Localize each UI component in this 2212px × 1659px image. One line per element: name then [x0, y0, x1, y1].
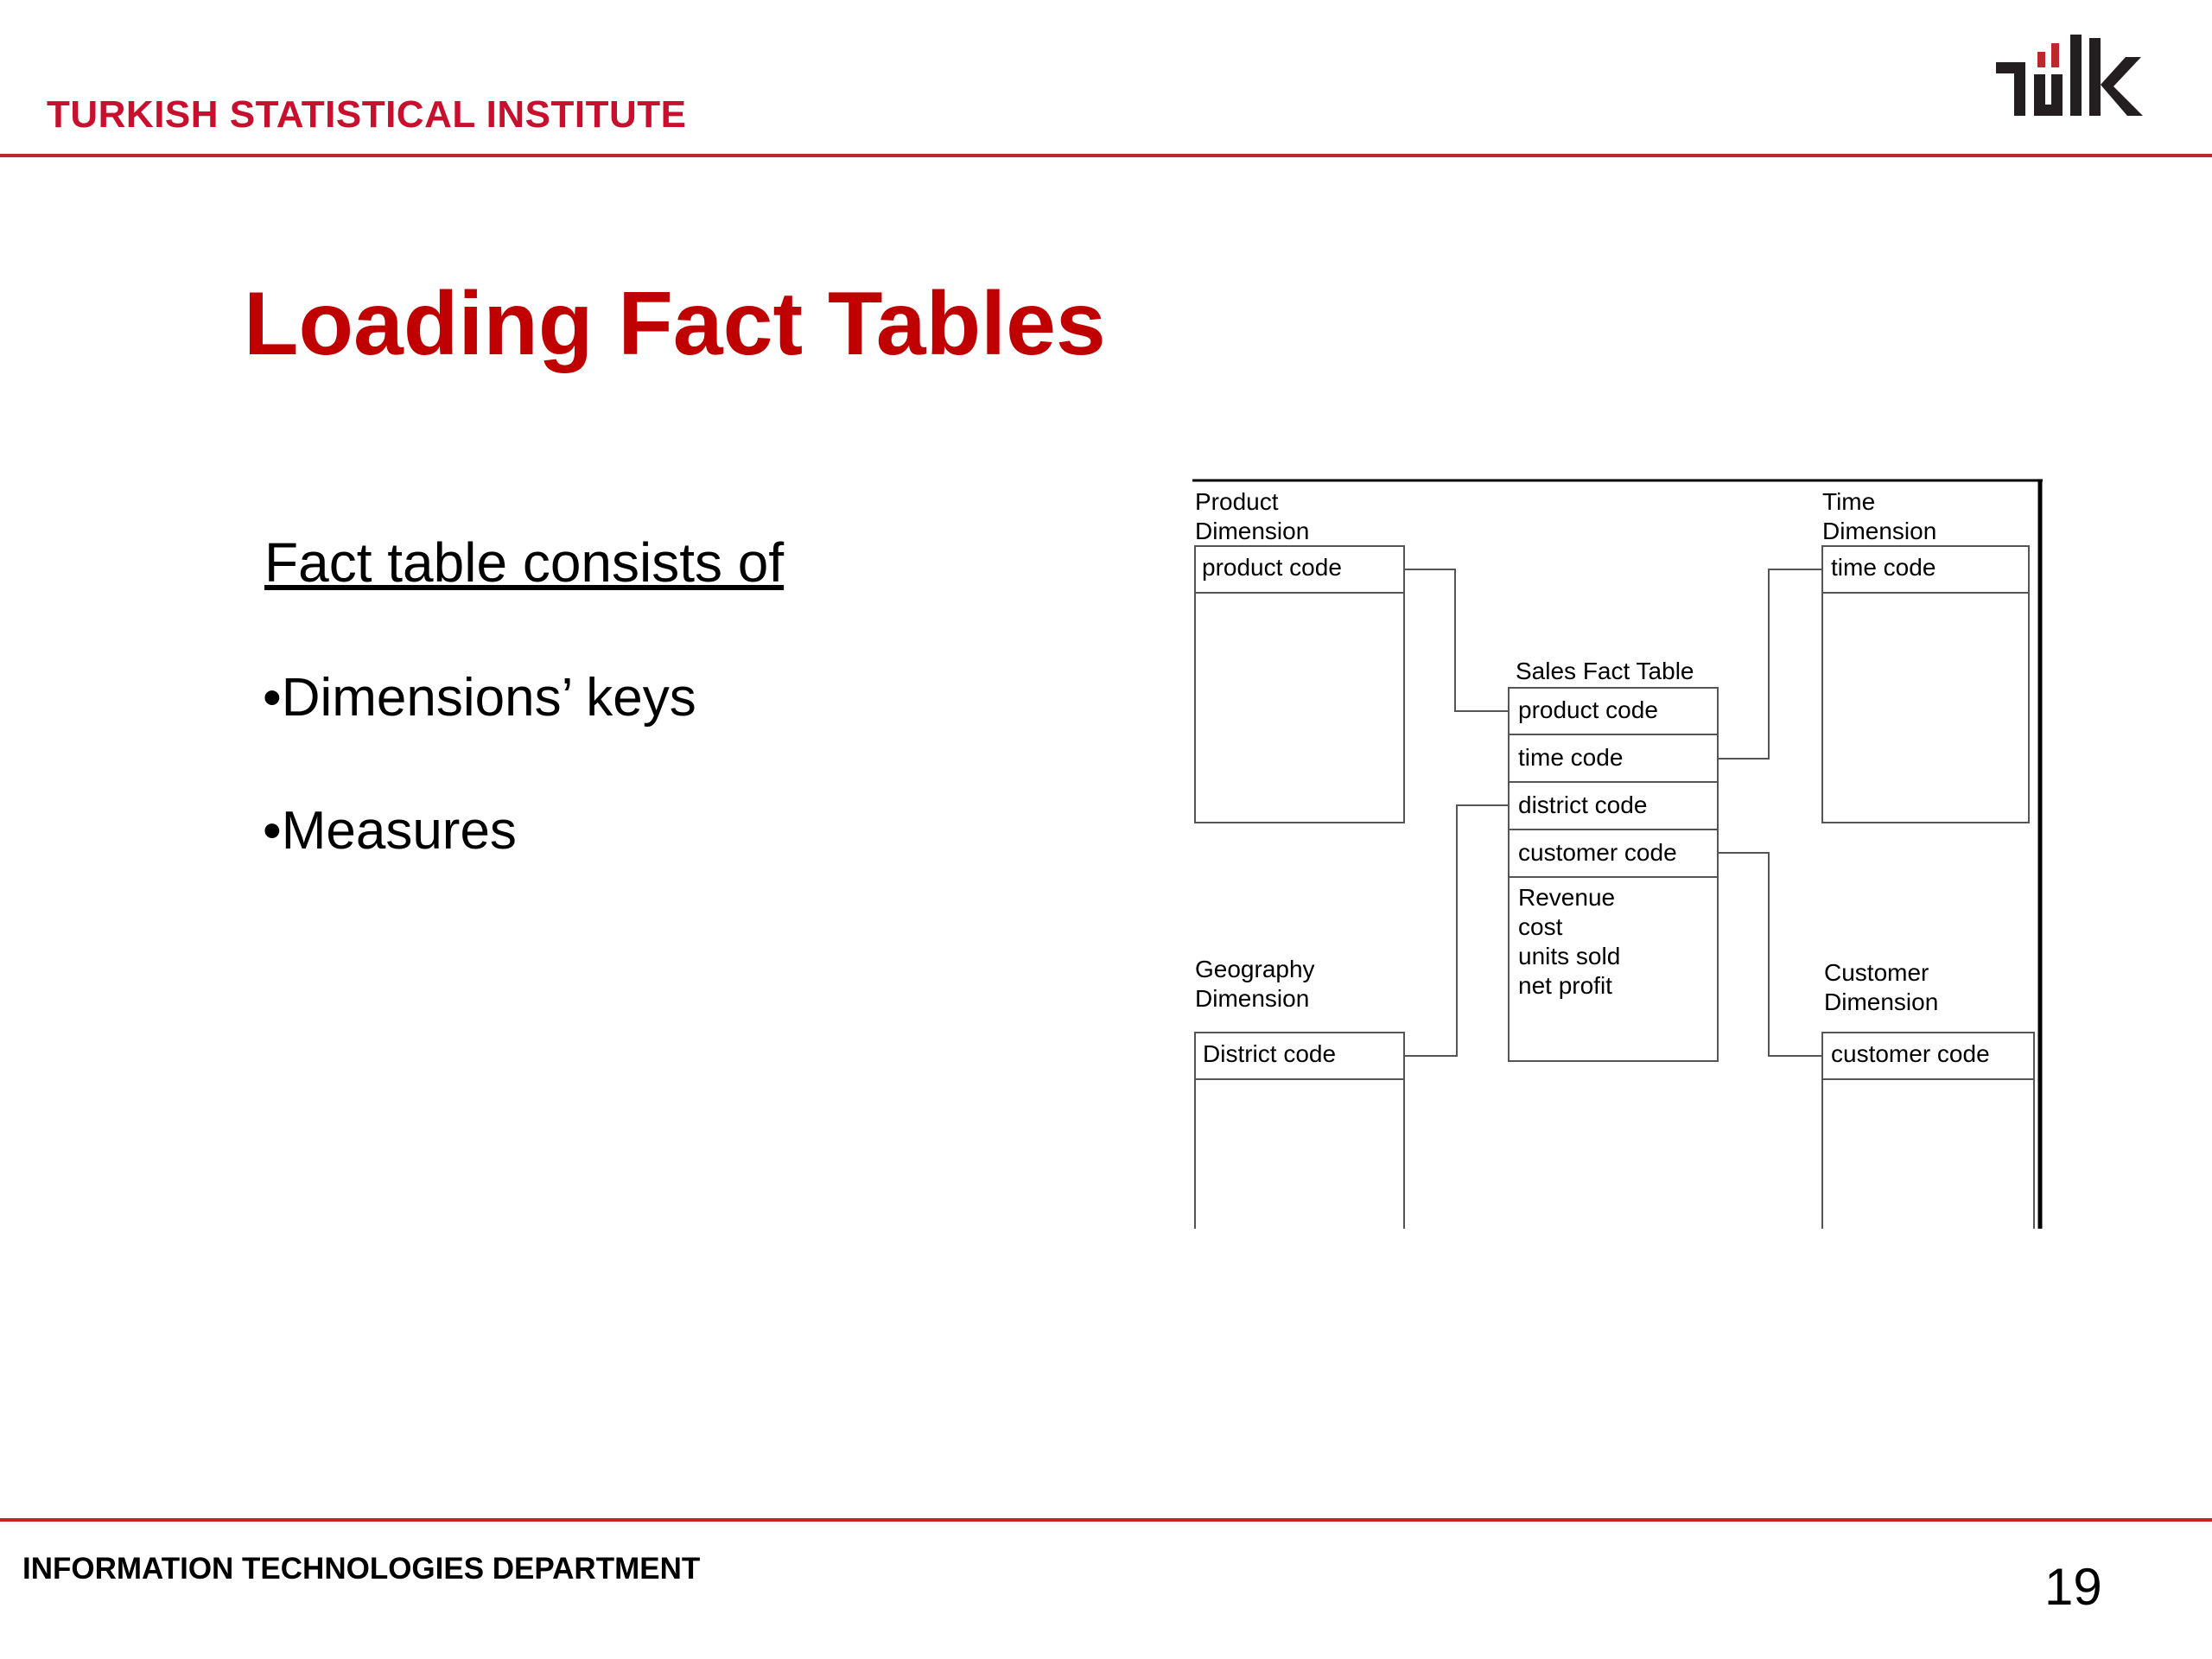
slide-title: Loading Fact Tables [244, 274, 1106, 374]
fact-key-district: district code [1518, 791, 1648, 818]
star-schema-diagram [1192, 479, 2043, 1229]
connector-time [1718, 569, 1822, 759]
connector-product [1404, 569, 1509, 711]
product-dimension-key: product code [1202, 554, 1342, 581]
time-dimension-title-2: Dimension [1822, 518, 1937, 544]
footer-rule [0, 1518, 2212, 1522]
page-number: 19 [2044, 1558, 2102, 1616]
customer-dimension-title-1: Customer [1824, 959, 1929, 986]
bullet-measures: •Measures [263, 801, 517, 861]
geography-dimension-title-2: Dimension [1195, 985, 1310, 1012]
connector-district [1404, 805, 1509, 1056]
fact-measure-cost: cost [1518, 913, 1563, 940]
fact-table-title: Sales Fact Table [1516, 658, 1694, 684]
connector-customer [1718, 853, 1822, 1056]
fact-measure-net-profit: net profit [1518, 972, 1612, 999]
time-dimension-title-1: Time [1822, 488, 1876, 515]
header-rule [0, 154, 2212, 157]
fact-key-customer: customer code [1518, 839, 1677, 866]
product-dimension-title-2: Dimension [1195, 518, 1310, 544]
lead-text: Fact table consists of [264, 531, 785, 594]
time-dimension-key: time code [1831, 554, 1936, 581]
fact-key-time: time code [1518, 744, 1624, 771]
product-dimension-title-1: Product [1195, 488, 1279, 515]
time-dimension-box [1822, 546, 2029, 823]
fact-measure-revenue: Revenue [1518, 884, 1616, 911]
bullet-dimension-keys: •Dimensions’ keys [263, 668, 696, 728]
tuik-logo [1996, 31, 2160, 126]
geography-dimension-key: District code [1203, 1040, 1337, 1067]
fact-measure-units-sold: units sold [1518, 943, 1621, 969]
footer-department: INFORMATION TECHNOLOGIES DEPARTMENT [22, 1552, 701, 1586]
product-dimension-box [1195, 546, 1404, 823]
customer-dimension-key: customer code [1831, 1040, 1990, 1067]
geography-dimension-title-1: Geography [1195, 956, 1315, 982]
fact-key-product: product code [1518, 696, 1658, 723]
customer-dimension-title-2: Dimension [1824, 988, 1939, 1015]
institute-name: TURKISH STATISTICAL INSTITUTE [47, 93, 687, 136]
